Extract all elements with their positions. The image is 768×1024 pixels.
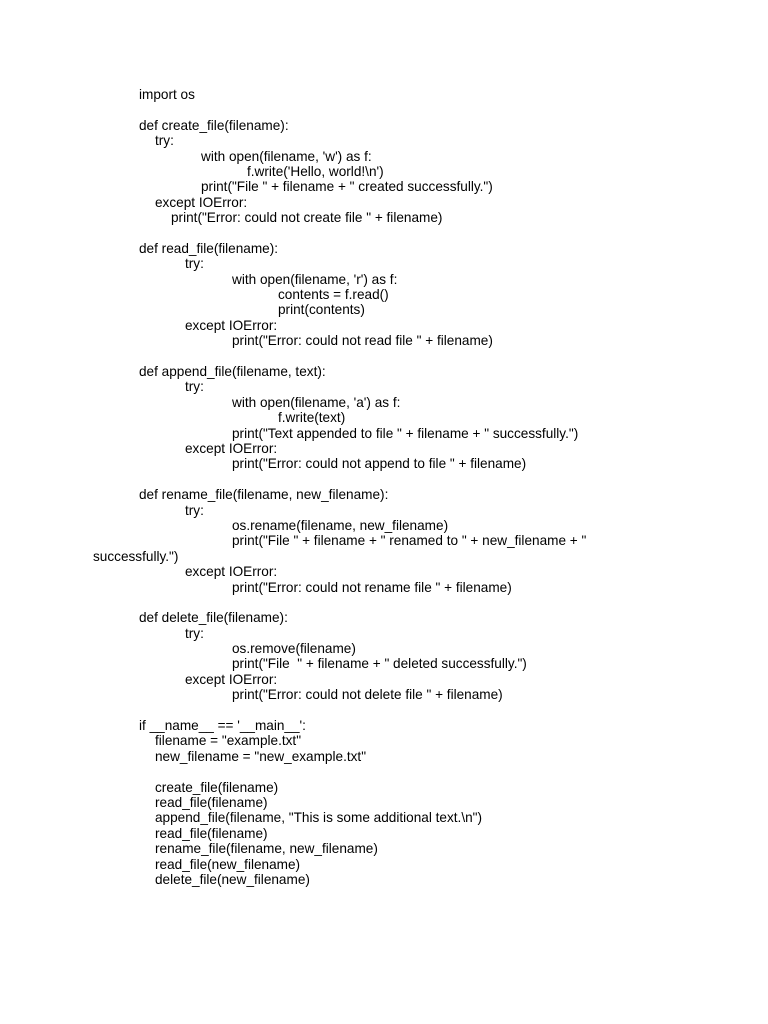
code-text: try:: [185, 256, 204, 272]
code-line: [0, 687, 768, 702]
code-text: read_file(filename): [155, 825, 268, 841]
code-line: [0, 826, 768, 841]
code-text: if __name__ == '__main__':: [139, 718, 306, 734]
code-line: [0, 379, 768, 394]
code-text: create_file(filename): [155, 779, 279, 795]
code-text: print("Error: could not create file " + filename): [171, 210, 443, 226]
code-text: except IOError:: [185, 671, 278, 687]
code-text: with open(filename, 'w') as f:: [201, 148, 372, 164]
code-line: [0, 179, 768, 194]
code-text: def append_file(filename, text):: [139, 364, 326, 380]
code-text: filename = "example.txt": [155, 733, 302, 749]
code-line: [0, 810, 768, 825]
code-text: print("Text appended to file " + filename + " successfully."): [232, 425, 579, 441]
code-text: delete_file(new_filename): [155, 871, 310, 887]
code-line: [0, 241, 768, 256]
code-text: def rename_file(filename, new_filename):: [139, 487, 389, 503]
code-text: rename_file(filename, new_filename): [155, 841, 378, 857]
code-line: [0, 610, 768, 625]
code-text: except IOError:: [185, 564, 278, 580]
code-text: except IOError:: [185, 440, 278, 456]
code-line: [0, 841, 768, 856]
code-line: [0, 287, 768, 302]
code-text: try:: [185, 502, 204, 518]
code-line: [0, 503, 768, 518]
code-line: [0, 210, 768, 225]
blank-line: [0, 349, 768, 364]
blank-line: [0, 764, 768, 779]
code-line: [0, 533, 768, 548]
code-line: [0, 441, 768, 456]
code-line: [0, 426, 768, 441]
blank-line: [0, 595, 768, 610]
code-text: except IOError:: [185, 317, 278, 333]
code-line: [0, 456, 768, 471]
code-line: [0, 256, 768, 271]
code-line: [0, 749, 768, 764]
code-text: print("File " + filename + " renamed to " + new_filename + ": [232, 533, 587, 549]
code-text: append_file(filename, "This is some additional text.\n"): [155, 810, 483, 826]
code-line: [0, 672, 768, 687]
code-text: import os: [139, 87, 195, 102]
code-text: try:: [185, 379, 204, 395]
code-text: def read_file(filename):: [139, 240, 279, 256]
code-text: with open(filename, 'r') as f:: [232, 271, 398, 287]
code-text: print("File " + filename + " deleted successfully."): [232, 656, 527, 672]
code-text: new_filename = "new_example.txt": [155, 748, 367, 764]
code-line: [0, 195, 768, 210]
code-line: [0, 302, 768, 317]
blank-line: [0, 226, 768, 241]
code-text: try:: [155, 133, 174, 149]
code-line: [0, 641, 768, 656]
code-text: contents = f.read(): [278, 287, 389, 303]
code-text: print("Error: could not delete file " + filename): [232, 687, 503, 703]
code-line: [0, 364, 768, 379]
code-text: with open(filename, 'a') as f:: [232, 394, 401, 410]
code-line: [0, 733, 768, 748]
code-text: os.remove(filename): [232, 641, 356, 657]
code-line: [0, 718, 768, 733]
code-line: [0, 795, 768, 810]
code-line: [0, 87, 768, 102]
code-line: [0, 518, 768, 533]
code-line: [0, 318, 768, 333]
code-line: [0, 487, 768, 502]
code-text: successfully."): [93, 548, 179, 564]
code-text: f.write(text): [278, 410, 346, 426]
code-line: [0, 549, 768, 564]
code-text: except IOError:: [155, 194, 248, 210]
code-line: [0, 133, 768, 148]
code-line: [0, 149, 768, 164]
code-text: read_file(filename): [155, 794, 268, 810]
code-line: [0, 564, 768, 579]
code-text: def delete_file(filename):: [139, 610, 288, 626]
code-text: os.rename(filename, new_filename): [232, 517, 449, 533]
blank-line: [0, 703, 768, 718]
code-line: [0, 118, 768, 133]
code-text: print("Error: could not rename file " + filename): [232, 579, 512, 595]
code-text: print("Error: could not read file " + filename): [232, 333, 493, 349]
code-text: read_file(new_filename): [155, 856, 301, 872]
code-text: try:: [185, 625, 204, 641]
blank-line: [0, 102, 768, 117]
code-line: [0, 395, 768, 410]
code-listing: [0, 87, 768, 887]
code-text: print("File " + filename + " created successfully."): [201, 179, 493, 195]
code-text: print("Error: could not append to file " + filename): [232, 456, 527, 472]
code-text: print(contents): [278, 302, 365, 318]
code-line: [0, 272, 768, 287]
code-line: [0, 580, 768, 595]
code-line: [0, 164, 768, 179]
code-line: [0, 333, 768, 348]
code-line: [0, 872, 768, 887]
code-line: [0, 410, 768, 425]
code-line: [0, 857, 768, 872]
code-line: [0, 626, 768, 641]
code-text: f.write('Hello, world!\n'): [247, 163, 384, 179]
code-line: [0, 780, 768, 795]
code-text: def create_file(filename):: [139, 117, 289, 133]
blank-line: [0, 472, 768, 487]
code-line: [0, 656, 768, 671]
